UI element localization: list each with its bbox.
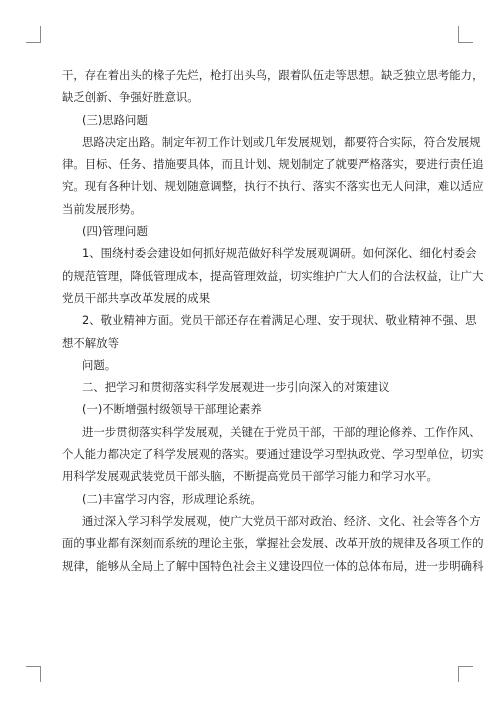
body-line: 当前发展形势。 [62,201,142,216]
body-line: 党员干部共享改革发展的成果 [62,290,211,305]
body-line: 面的事业都有深刻而系统的理论主张，掌握社会发展、改革开放的规律及各项工作的 [62,536,484,551]
section-heading: 二、把学习和贯彻落实科学发展观进一步引向深入的对策建议 [82,380,390,395]
section-heading: (二)丰富学习内容，形成理论系统。 [82,491,262,506]
section-heading: (一)不断增强村级领导干部理论素养 [82,402,262,417]
body-line: 究。现有各种计划、规划随意调整，执行不执行、落实不落实也无人问津，难以适应 [62,179,484,194]
document-body [62,64,484,577]
body-line: 个人能力都决定了科学发展观的落实。要通过建设学习型执政党、学习型单位，切实 [62,447,484,462]
body-line: 1、围绕村委会建设如何抓好规范做好科学发展观调研。如何深化、细化村委会 [82,246,477,261]
body-line: 进一步贯彻落实科学发展观，关键在于党员干部，干部的理论修养、工作作风、 [82,424,481,439]
body-line: 2、敬业精神方面。党员干部还存在着满足心理、安于现状、敬业精神不强、思 [82,313,477,328]
body-line: 问题。 [82,357,117,372]
body-line: 思路决定出路。制定年初工作计划或几年发展规划，都要符合实际，符合发展规 [82,134,481,149]
body-line: 的规范管理，降低管理成本，提高管理效益，切实维护广大人们的合法权益，让广大 [62,268,484,283]
body-line: 缺乏创新、争强好胜意识。 [62,90,199,105]
body-line: 想不解放等 [62,335,119,350]
body-line: 用科学发展观武装党员干部头脑，不断提高党员干部学习能力和学习水平。 [62,469,438,484]
body-line: 规律，能够从全局上了解中国特色社会主义建设四位一体的总体布局，进一步明确科 [62,558,484,573]
body-line: 通过深入学习科学发展观，使广大党员干部对政治、经济、文化、社会等各个方 [82,513,481,528]
body-line: 律。目标、任务、措施要具体，而且计划、规划制定了就要严格落实，要进行责任追 [62,157,484,172]
body-line: 干，存在着出头的椽子先烂，枪打出头鸟，跟着队伍走等思想。缺乏独立思考能力， [62,68,484,82]
section-heading: (四)管理问题 [82,224,148,239]
section-heading: (三)思路问题 [82,112,148,127]
